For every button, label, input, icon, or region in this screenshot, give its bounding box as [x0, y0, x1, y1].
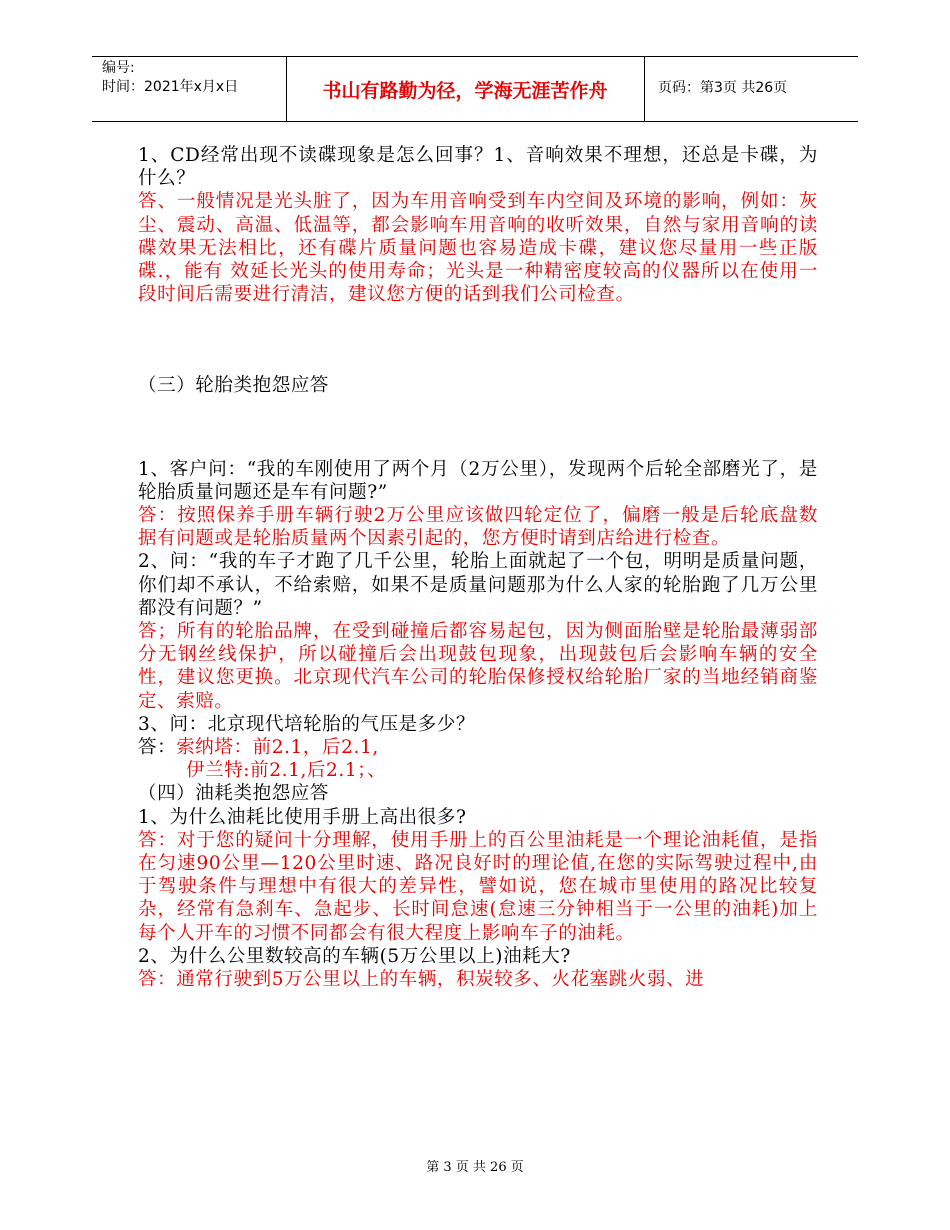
- answer-paragraph: [138, 736, 818, 759]
- question-paragraph: 2、为什么公里数较高的车辆(5万公里以上)油耗大?: [138, 945, 571, 967]
- answer-text: 索纳塔：前2.1，后2.1,: [176, 737, 379, 759]
- page-header: [92, 56, 858, 122]
- header-motto: 书山有路勤为径，学海无涯苦作舟: [322, 79, 608, 102]
- document-body: [138, 144, 818, 991]
- answer-paragraph: 伊兰特:前2.1,后2.1；、: [186, 760, 387, 782]
- section-heading: （四）油耗类抱怨应答: [138, 783, 330, 805]
- answer-paragraph: 答：通常行驶到5万公里以上的车辆，积炭较多、火花塞跳火弱、进: [138, 969, 705, 991]
- answer-paragraph: 答；所有的轮胎品牌，在受到碰撞后都容易起包，因为侧面胎壁是轮胎最薄弱部分无钢丝线保护，所以碰撞后会出现鼓包现象，出现鼓包后会影响车辆的安全性，建议您更换。北京现代汽车公司的轮胎保修授权给轮胎厂家的当地经销商鉴定、索赔。: [138, 621, 818, 712]
- section-heading: （三）轮胎类抱怨应答: [138, 375, 330, 397]
- header-divider-right: [644, 57, 645, 121]
- question-paragraph: 3、问：北京现代培轮胎的气压是多少？: [138, 713, 476, 735]
- answer-prefix: 答：: [138, 737, 177, 759]
- header-meta: [102, 59, 238, 97]
- question-paragraph: 1、为什么油耗比使用手册上高出很多?: [138, 806, 467, 828]
- answer-paragraph: 答：对于您的疑问十分理解，使用手册上的百公里油耗是一个理论油耗值，是指在匀速90公里—120公里时速、路况良好时的理论值,在您的实际驾驶过程中,由于驾驶条件与理想中有很大的差异性，譬如说，您在城市里使用的路况比较复杂，经常有急刹车、急起步、长时间怠速(怠速三分钟相当于一公里的油耗)加上每个人开车的习惯不同都会有很大程度上影响车子的油耗。: [138, 829, 818, 944]
- time-label: 时间：2021年x月x日: [102, 79, 239, 95]
- serial-number-label: 编号:: [102, 60, 135, 76]
- spacer: [138, 306, 818, 374]
- page-footer: 第 3 页 共 26 页: [426, 1160, 524, 1175]
- answer-paragraph: 答、一般情况是光头脏了，因为车用音响受到车内空间及环境的影响，例如：灰尘、震动、高温、低温等，都会影响车用音响的收听效果，自然与家用音响的读碟效果无法相比，还有碟片质量问题也容易造成卡碟，建议您尽量用一些正版碟.，能有 效延长光头的使用寿命；光头是一种精密度较高的仪器所以在使用一段时间后需要进行清洁，建议您方便的话到我们公司检查。: [138, 191, 818, 306]
- question-paragraph: 1、客户问：“我的车刚使用了两个月（2万公里），发现两个后轮全部磨光了，是轮胎质量问题还是车有问题?”: [138, 458, 818, 503]
- question-paragraph: 2、问：“我的车子才跑了几千公里，轮胎上面就起了一个包，明明是质量问题，你们却不承认，不给索赔，如果不是质量问题那为什么人家的轮胎跑了几万公里都没有问题？”: [138, 551, 818, 619]
- spacer: [138, 398, 818, 458]
- question-paragraph: 1、CD经常出现不读碟现象是怎么回事？1、音响效果不理想，还总是卡碟，为什么？: [138, 145, 818, 190]
- answer-paragraph: 答：按照保养手册车辆行驶2万公里应该做四轮定位了，偏磨一般是后轮底盘数据有问题或是轮胎质量两个因素引起的，您方便时请到店给进行检查。: [138, 505, 818, 550]
- header-page-label: 页码：第3页 共26页: [658, 80, 788, 96]
